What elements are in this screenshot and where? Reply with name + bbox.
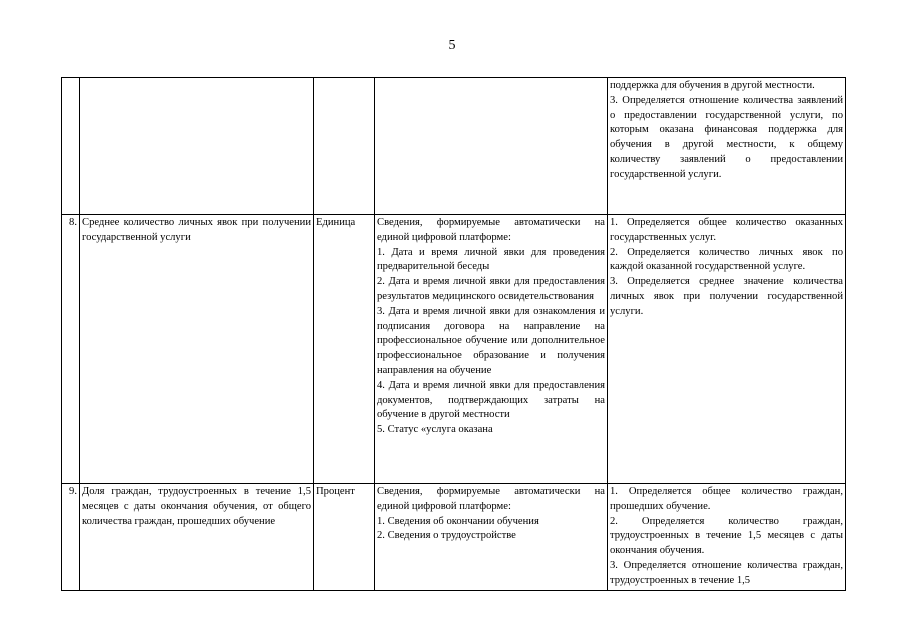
row-number [62,78,80,215]
method-line: 3. Определяется среднее значение количества личных явок при получении государственной услуги. [610,276,843,317]
source-line: 1. Сведения об окончании обучения [377,515,539,527]
method-line: 2. Определяется количество граждан, трудоустроенных в течение 1,5 месяцев с даты окончания обучения. [610,515,843,557]
source-line: 5. Статус «услуга оказана [377,424,493,436]
indicators-table [61,77,846,591]
data-source [375,484,608,591]
calculation-method [608,215,846,484]
unit-of-measure: Процент [314,484,375,591]
table-row [62,484,846,591]
table-row [62,215,846,484]
row-number: 8. [62,215,80,484]
source-line: 3. Дата и время личной явки для ознакомления и подписания договора на направление на профессиональное обучение или дополнительное профессиональное образование и получения направления на обучение [377,305,605,376]
source-line: 2. Сведения о трудоустройстве [377,530,516,542]
indicator-name: Доля граждан, трудоустроенных в течение 1,5 месяцев с даты окончания обучения, от общего количества граждан, прошедших обучение [80,484,314,591]
row-number: 9. [62,484,80,591]
calculation-method [608,484,846,591]
source-line: Сведения, формируемые автоматически на единой цифровой платформе: [377,217,605,243]
source-line: 4. Дата и время личной явки для предоставления документов, подтверждающих затраты на обучение в другой местности [377,379,605,421]
method-line: 1. Определяется общее количество граждан, прошедших обучение. [610,486,843,512]
page-number: 5 [448,38,456,53]
unit-of-measure: Единица [314,215,375,484]
method-line: 2. Определяется количество личных явок по каждой оказанной государственной услуге. [610,246,843,273]
method-line: поддержка для обучения в другой местности. [610,80,815,91]
indicator-name [80,78,314,215]
source-line: Сведения, формируемые автоматически на единой цифровой платформе: [377,486,605,512]
data-source [375,215,608,484]
unit-of-measure [314,78,375,215]
method-line: 3. Определяется отношение количества заявлений о предоставлении государственной услуги, по которым оказана финансовая поддержка для обучения в другой местности, к общему количеству заявлений о предоставлении государственной услуги. [610,94,843,180]
calculation-method [608,78,846,215]
indicator-name: Среднее количество личных явок при получении государственной услуги [80,215,314,484]
method-line: 1. Определяется общее количество оказанных государственных услуг. [610,217,843,243]
method-line: 3. Определяется отношение количества граждан, трудоустроенных в течение 1,5 [610,559,843,586]
table-row [62,78,846,215]
data-source [375,78,608,215]
source-line: 1. Дата и время личной явки для проведения предварительной беседы [377,246,605,273]
source-line: 2. Дата и время личной явки для предоставления результатов медицинского освидетельствования [377,276,605,302]
